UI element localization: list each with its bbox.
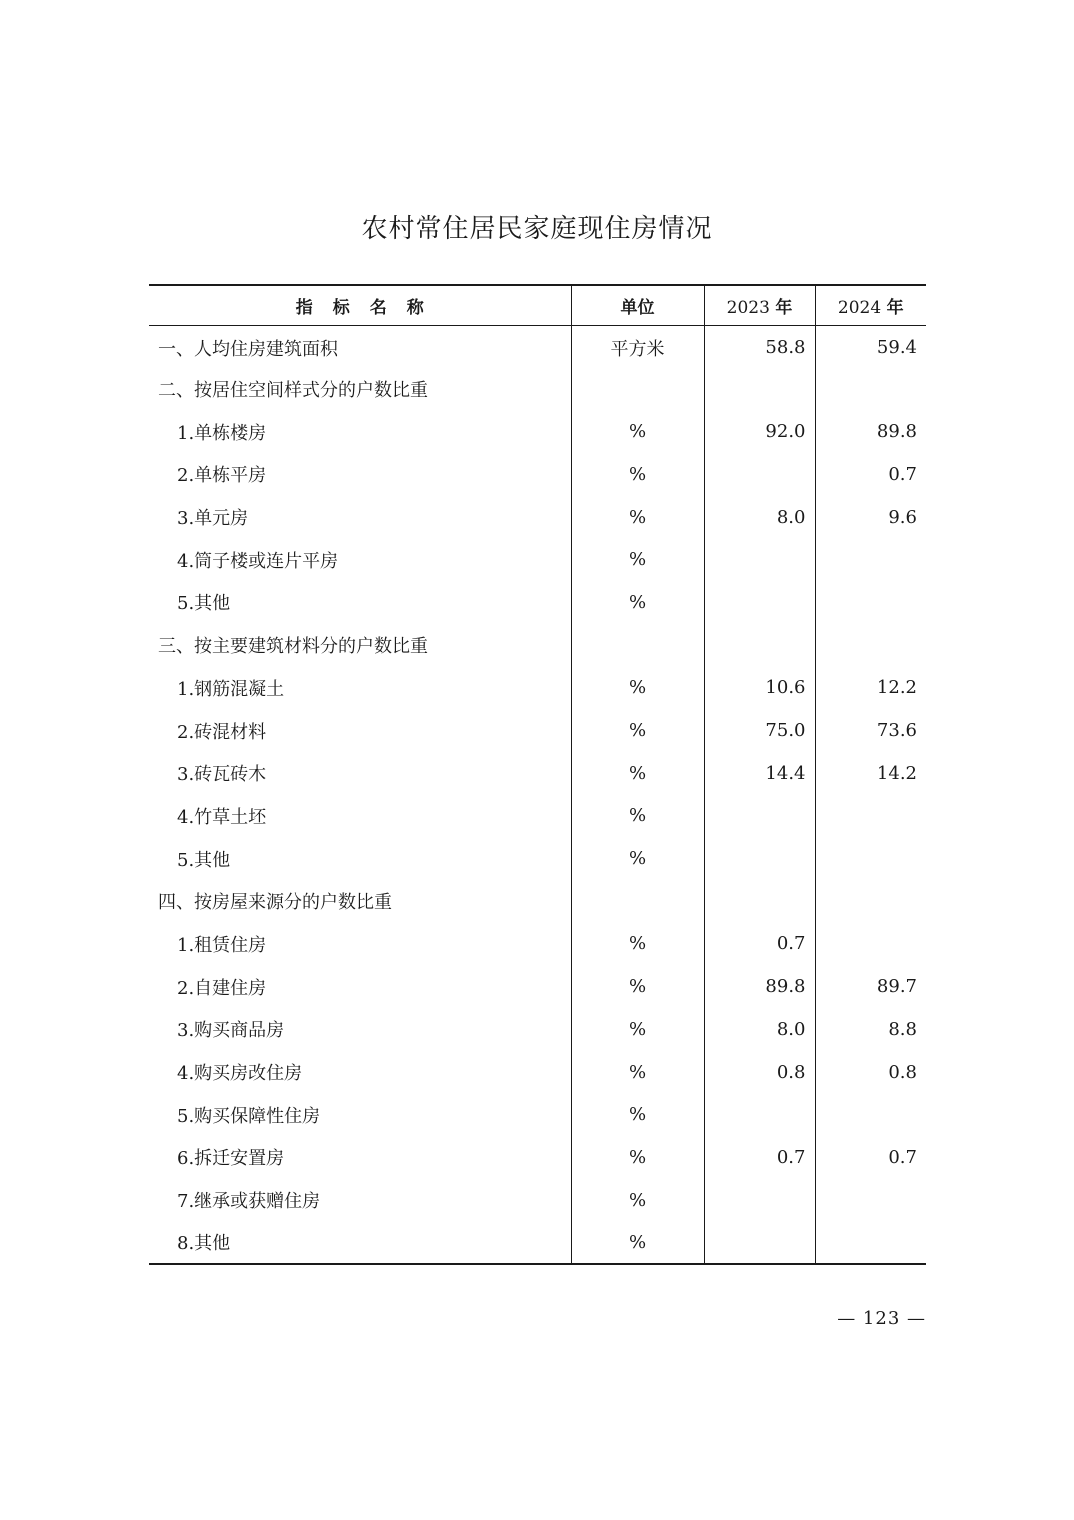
table-header-row xyxy=(149,285,926,325)
row-unit: % xyxy=(571,667,704,710)
row-value-2023 xyxy=(704,1179,815,1222)
row-value-2024 xyxy=(815,880,926,923)
row-value-2023 xyxy=(704,837,815,880)
row-unit: % xyxy=(571,1093,704,1136)
row-value-2023 xyxy=(704,624,815,667)
row-unit: % xyxy=(571,752,704,795)
row-unit: % xyxy=(571,410,704,453)
row-unit xyxy=(571,624,704,667)
table-row xyxy=(149,709,926,752)
row-value-2023 xyxy=(704,880,815,923)
row-unit: % xyxy=(571,795,704,838)
row-indicator-name: 四、按房屋来源分的户数比重 xyxy=(158,892,392,914)
table-row xyxy=(149,1179,926,1222)
row-value-2024: 0.7 xyxy=(815,453,926,496)
row-unit: % xyxy=(571,1221,704,1264)
row-value-2024 xyxy=(815,538,926,581)
row-indicator-name: 5.其他 xyxy=(177,849,231,871)
table-row xyxy=(149,667,926,710)
row-value-2023: 58.8 xyxy=(704,325,815,368)
row-value-2024: 0.7 xyxy=(815,1136,926,1179)
table-row xyxy=(149,538,926,581)
row-value-2023 xyxy=(704,368,815,411)
row-value-2023 xyxy=(704,795,815,838)
row-value-2023: 0.7 xyxy=(704,923,815,966)
header-year-suffix: 年 xyxy=(886,297,904,318)
row-indicator-name: 3.砖瓦砖木 xyxy=(177,764,267,786)
row-value-2024: 9.6 xyxy=(815,496,926,539)
row-value-2024: 89.8 xyxy=(815,410,926,453)
row-value-2024: 73.6 xyxy=(815,709,926,752)
row-value-2023: 8.0 xyxy=(704,496,815,539)
page-title: 农村常住居民家庭现住房情况 xyxy=(361,214,713,244)
row-unit: % xyxy=(571,1136,704,1179)
row-unit: % xyxy=(571,496,704,539)
row-indicator-name: 4.购买房改住房 xyxy=(177,1063,303,1085)
row-indicator-name: 2.自建住房 xyxy=(177,977,267,999)
table-row xyxy=(149,795,926,838)
row-indicator-name: 1.单栋楼房 xyxy=(177,422,267,444)
table-row xyxy=(149,880,926,923)
row-unit: % xyxy=(571,709,704,752)
row-indicator-name: 3.单元房 xyxy=(177,508,249,530)
row-value-2023: 0.8 xyxy=(704,1051,815,1094)
row-value-2023 xyxy=(704,538,815,581)
row-unit: % xyxy=(571,923,704,966)
header-unit: 单位 xyxy=(571,285,704,325)
table-row xyxy=(149,581,926,624)
table-row xyxy=(149,1221,926,1264)
row-value-2024: 12.2 xyxy=(815,667,926,710)
row-unit: % xyxy=(571,453,704,496)
row-indicator-name: 3.购买商品房 xyxy=(177,1020,285,1042)
row-unit: % xyxy=(571,1008,704,1051)
row-indicator-name: 7.继承或获赠住房 xyxy=(177,1191,321,1213)
row-value-2024: 0.8 xyxy=(815,1051,926,1094)
table-row xyxy=(149,496,926,539)
row-indicator-name: 1.钢筋混凝土 xyxy=(177,678,285,700)
row-indicator-name: 2.砖混材料 xyxy=(177,721,267,743)
table-row xyxy=(149,837,926,880)
table-row xyxy=(149,923,926,966)
header-year-2023-value: 2023 xyxy=(726,297,770,318)
row-indicator-name: 1.租赁住房 xyxy=(177,934,267,956)
table-row xyxy=(149,453,926,496)
header-year-2023 xyxy=(704,285,815,325)
row-value-2024 xyxy=(815,581,926,624)
row-value-2023: 92.0 xyxy=(704,410,815,453)
row-unit: % xyxy=(571,1179,704,1222)
row-indicator-name: 6.拆迁安置房 xyxy=(177,1148,285,1170)
row-value-2024 xyxy=(815,368,926,411)
row-value-2023: 0.7 xyxy=(704,1136,815,1179)
row-value-2024 xyxy=(815,1221,926,1264)
row-value-2024 xyxy=(815,795,926,838)
row-value-2024 xyxy=(815,1179,926,1222)
row-value-2024 xyxy=(815,1093,926,1136)
row-value-2024 xyxy=(815,624,926,667)
row-value-2023: 8.0 xyxy=(704,1008,815,1051)
row-value-2024: 14.2 xyxy=(815,752,926,795)
row-unit xyxy=(571,880,704,923)
row-unit: % xyxy=(571,1051,704,1094)
table-body xyxy=(149,325,926,1264)
row-value-2023 xyxy=(704,1221,815,1264)
row-unit: % xyxy=(571,538,704,581)
table-row xyxy=(149,325,926,368)
header-indicator-name: 指标名称 xyxy=(149,285,571,325)
header-year-2024 xyxy=(815,285,926,325)
row-indicator-name: 8.其他 xyxy=(149,1221,571,1264)
housing-stats-table xyxy=(149,284,926,1265)
table-row xyxy=(149,1093,926,1136)
table-row xyxy=(149,368,926,411)
table-row xyxy=(149,965,926,1008)
row-value-2023 xyxy=(704,581,815,624)
row-unit: % xyxy=(571,837,704,880)
row-unit xyxy=(571,368,704,411)
row-indicator-name: 2.单栋平房 xyxy=(177,465,267,487)
row-indicator-name: 5.购买保障性住房 xyxy=(177,1105,321,1127)
row-unit: % xyxy=(571,581,704,624)
row-indicator-name: 4.竹草土坯 xyxy=(177,806,267,828)
row-indicator-name: 5.其他 xyxy=(177,593,231,615)
row-value-2023: 14.4 xyxy=(704,752,815,795)
row-value-2024: 89.7 xyxy=(815,965,926,1008)
table-row xyxy=(149,410,926,453)
table-row xyxy=(149,752,926,795)
row-value-2024 xyxy=(815,837,926,880)
row-value-2023 xyxy=(704,453,815,496)
row-unit: 平方米 xyxy=(571,325,704,368)
table-row xyxy=(149,1008,926,1051)
page-number: — 123 — xyxy=(837,1308,926,1329)
row-indicator-name: 一、人均住房建筑面积 xyxy=(158,338,338,360)
row-value-2024: 59.4 xyxy=(815,325,926,368)
row-unit: % xyxy=(571,965,704,1008)
row-indicator-name: 4.筒子楼或连片平房 xyxy=(177,550,339,572)
row-value-2023: 89.8 xyxy=(704,965,815,1008)
row-value-2023: 75.0 xyxy=(704,709,815,752)
row-indicator-name: 二、按居住空间样式分的户数比重 xyxy=(158,380,428,402)
row-indicator-name: 三、按主要建筑材料分的户数比重 xyxy=(158,636,428,658)
table-row xyxy=(149,1051,926,1094)
row-value-2023 xyxy=(704,1093,815,1136)
header-year-suffix: 年 xyxy=(775,297,793,318)
table-row xyxy=(149,1136,926,1179)
row-value-2024: 8.8 xyxy=(815,1008,926,1051)
header-year-2024-value: 2024 xyxy=(837,297,882,318)
row-value-2023: 10.6 xyxy=(704,667,815,710)
table-row xyxy=(149,624,926,667)
row-value-2024 xyxy=(815,923,926,966)
